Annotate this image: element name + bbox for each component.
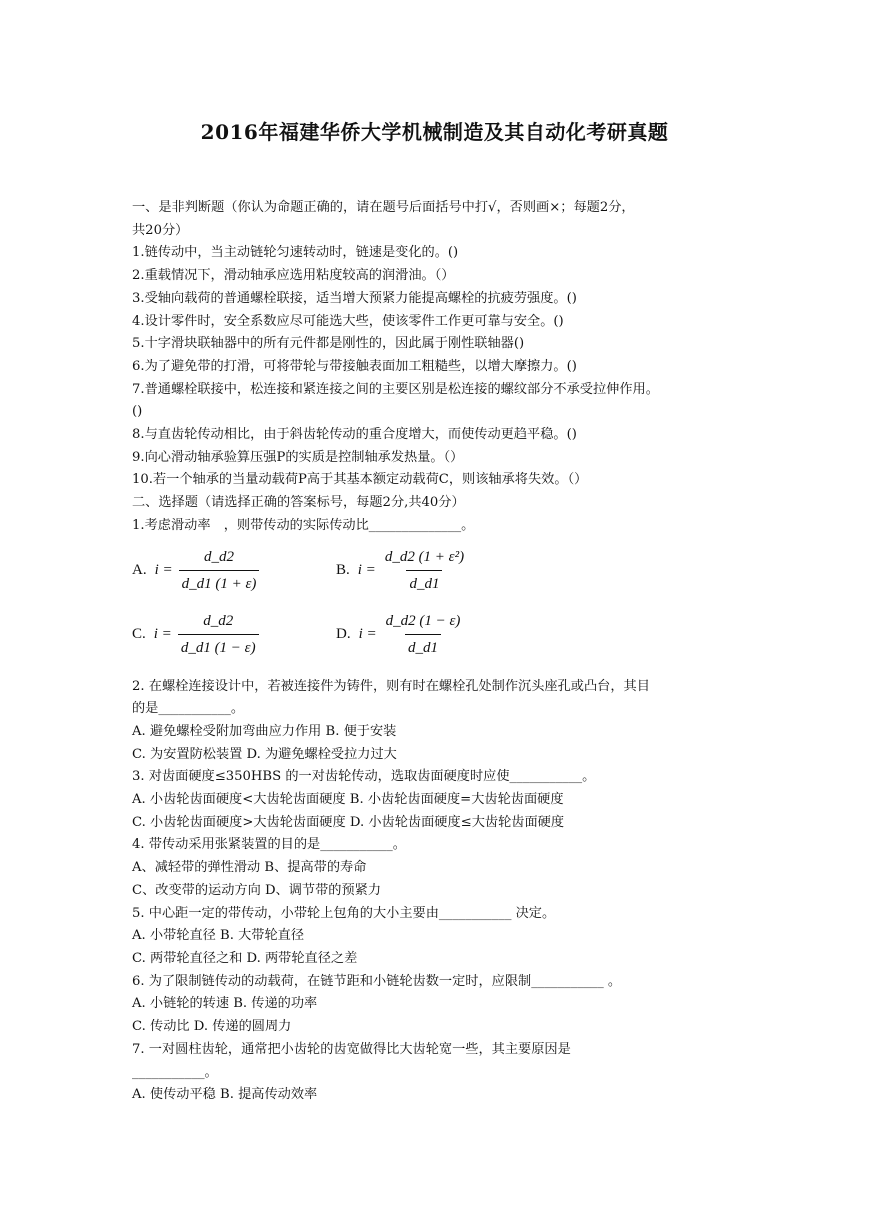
choice-line: C. 为安置防松装置 D. 为避免螺栓受拉力过大: [132, 746, 397, 762]
tf-item: 6.为了避免带的打滑，可将带轮与带接触表面加工粗糙些，以增大摩擦力。(): [132, 358, 577, 374]
formula-b-label: B.: [336, 562, 350, 579]
choice-line: 4. 带传动采用张紧装置的目的是___________。: [132, 837, 406, 853]
choice-line: 2. 在螺栓连接设计中，若被连接件为铸件，则有时在螺栓孔处制作沉头座孔或凸台，其目: [132, 678, 650, 694]
section2-heading: 二、选择题（请选择正确的答案标号，每题2分,共40分）: [132, 495, 465, 511]
tf-item: 5.十字滑块联轴器中的所有元件都是刚性的，因此属于刚性联轴器(): [132, 336, 525, 352]
choice-line: C、改变带的运动方向 D、调节带的预紧力: [132, 882, 382, 898]
formula-a-label: A.: [132, 562, 147, 579]
section1-heading-cont: 共20分）: [132, 222, 189, 238]
tf-item: 10.若一个轴承的当量动载荷P高于其基本额定动载荷C，则该轴承将失效。（）: [132, 472, 588, 488]
tf-item: 3.受轴向载荷的普通螺栓联接，适当增大预紧力能提高螺栓的抗疲劳强度。(): [132, 290, 577, 306]
choice-line: 5. 中心距一定的带传动，小带轮上包角的大小主要由___________ 决定。: [132, 905, 556, 921]
formula-d: [336, 610, 463, 660]
tf-item: 1.链传动中，当主动链轮匀速转动时，链速是变化的。(): [132, 245, 459, 261]
choice-line: A. 避免螺栓受附加弯曲应力作用 B. 便于安装: [132, 723, 397, 739]
formula-d-label: D.: [336, 626, 351, 643]
tf-item: 9.向心滑动轴承验算压强P的实质是控制轴承发热量。（）: [132, 449, 464, 465]
choice-line: 7. 一对圆柱齿轮，通常把小齿轮的齿宽做得比大齿轮宽一些，其主要原因是: [132, 1041, 571, 1057]
formula-c-label: C.: [132, 626, 146, 643]
exam-content: [132, 197, 742, 1107]
formula-a-numerator: d_d2: [204, 548, 235, 565]
formula-lhs: i =: [153, 626, 172, 643]
formula-a-denominator: d_d1 (1 + ε): [179, 570, 260, 596]
choice-question-1: 1.考虑滑动率 ，则带传动的实际传动比______________。: [132, 517, 475, 533]
formula-c-denominator: d_d1 (1 − ε): [178, 634, 259, 660]
choice-line: 3. 对齿面硬度≤350HBS 的一对齿轮传动，选取齿面硬度时应使___________。: [132, 769, 596, 785]
formula-d-numerator: d_d2 (1 − ε): [385, 612, 461, 629]
tf-item: (): [132, 404, 143, 420]
formula-row-cd: [132, 610, 742, 668]
formula-lhs: i =: [154, 562, 173, 579]
formula-lhs: i =: [358, 626, 377, 643]
formula-a: [132, 546, 259, 596]
formula-row-ab: [132, 546, 742, 604]
formula-lhs: i =: [357, 562, 376, 579]
formula-b-denominator: d_d1: [406, 570, 442, 596]
choice-line: C. 两带轮直径之和 D. 两带轮直径之差: [132, 950, 358, 966]
formula-b: [336, 546, 467, 596]
formula-d-denominator: d_d1: [405, 634, 441, 660]
choice-line: C. 小齿轮齿面硬度>大齿轮齿面硬度 D. 小齿轮齿面硬度≤大齿轮齿面硬度: [132, 814, 565, 830]
formula-b-numerator: d_d2 (1 + ε²): [384, 548, 465, 565]
tf-item: 8.与直齿轮传动相比，由于斜齿轮传动的重合度增大，而使传动更趋平稳。(): [132, 427, 577, 443]
choice-line: 的是___________。: [132, 701, 245, 717]
choice-line: ___________。: [132, 1064, 218, 1080]
section1-heading: 一、是非判断题（你认为命题正确的，请在题号后面括号中打√，否则画×；每题2分，: [132, 200, 635, 215]
page-title: 2016年福建华侨大学机械制造及其自动化考研真题: [200, 120, 669, 144]
tf-item: 2.重载情况下，滑动轴承应选用粘度较高的润滑油。（）: [132, 268, 455, 284]
choice-line: C. 传动比 D. 传递的圆周力: [132, 1019, 292, 1035]
formula-c-numerator: d_d2: [203, 612, 234, 629]
tf-item: 4.设计零件时，安全系数应尽可能选大些，使该零件工作更可靠与安全。(): [132, 313, 564, 329]
choice-line: A. 使传动平稳 B. 提高传动效率: [132, 1087, 318, 1103]
choice-line: A. 小齿轮齿面硬度<大齿轮齿面硬度 B. 小齿轮齿面硬度=大齿轮齿面硬度: [132, 792, 564, 808]
formula-c: [132, 610, 259, 660]
choice-line: 6. 为了限制链传动的动载荷，在链节距和小链轮齿数一定时，应限制___________ 。: [132, 973, 622, 989]
choice-line: A. 小链轮的转速 B. 传递的功率: [132, 996, 318, 1012]
tf-item: 7.普通螺栓联接中，松连接和紧连接之间的主要区别是松连接的螺纹部分不承受拉伸作用。: [132, 381, 659, 397]
choice-line: A. 小带轮直径 B. 大带轮直径: [132, 928, 305, 944]
choice-line: A、减轻带的弹性滑动 B、提高带的寿命: [132, 860, 367, 876]
